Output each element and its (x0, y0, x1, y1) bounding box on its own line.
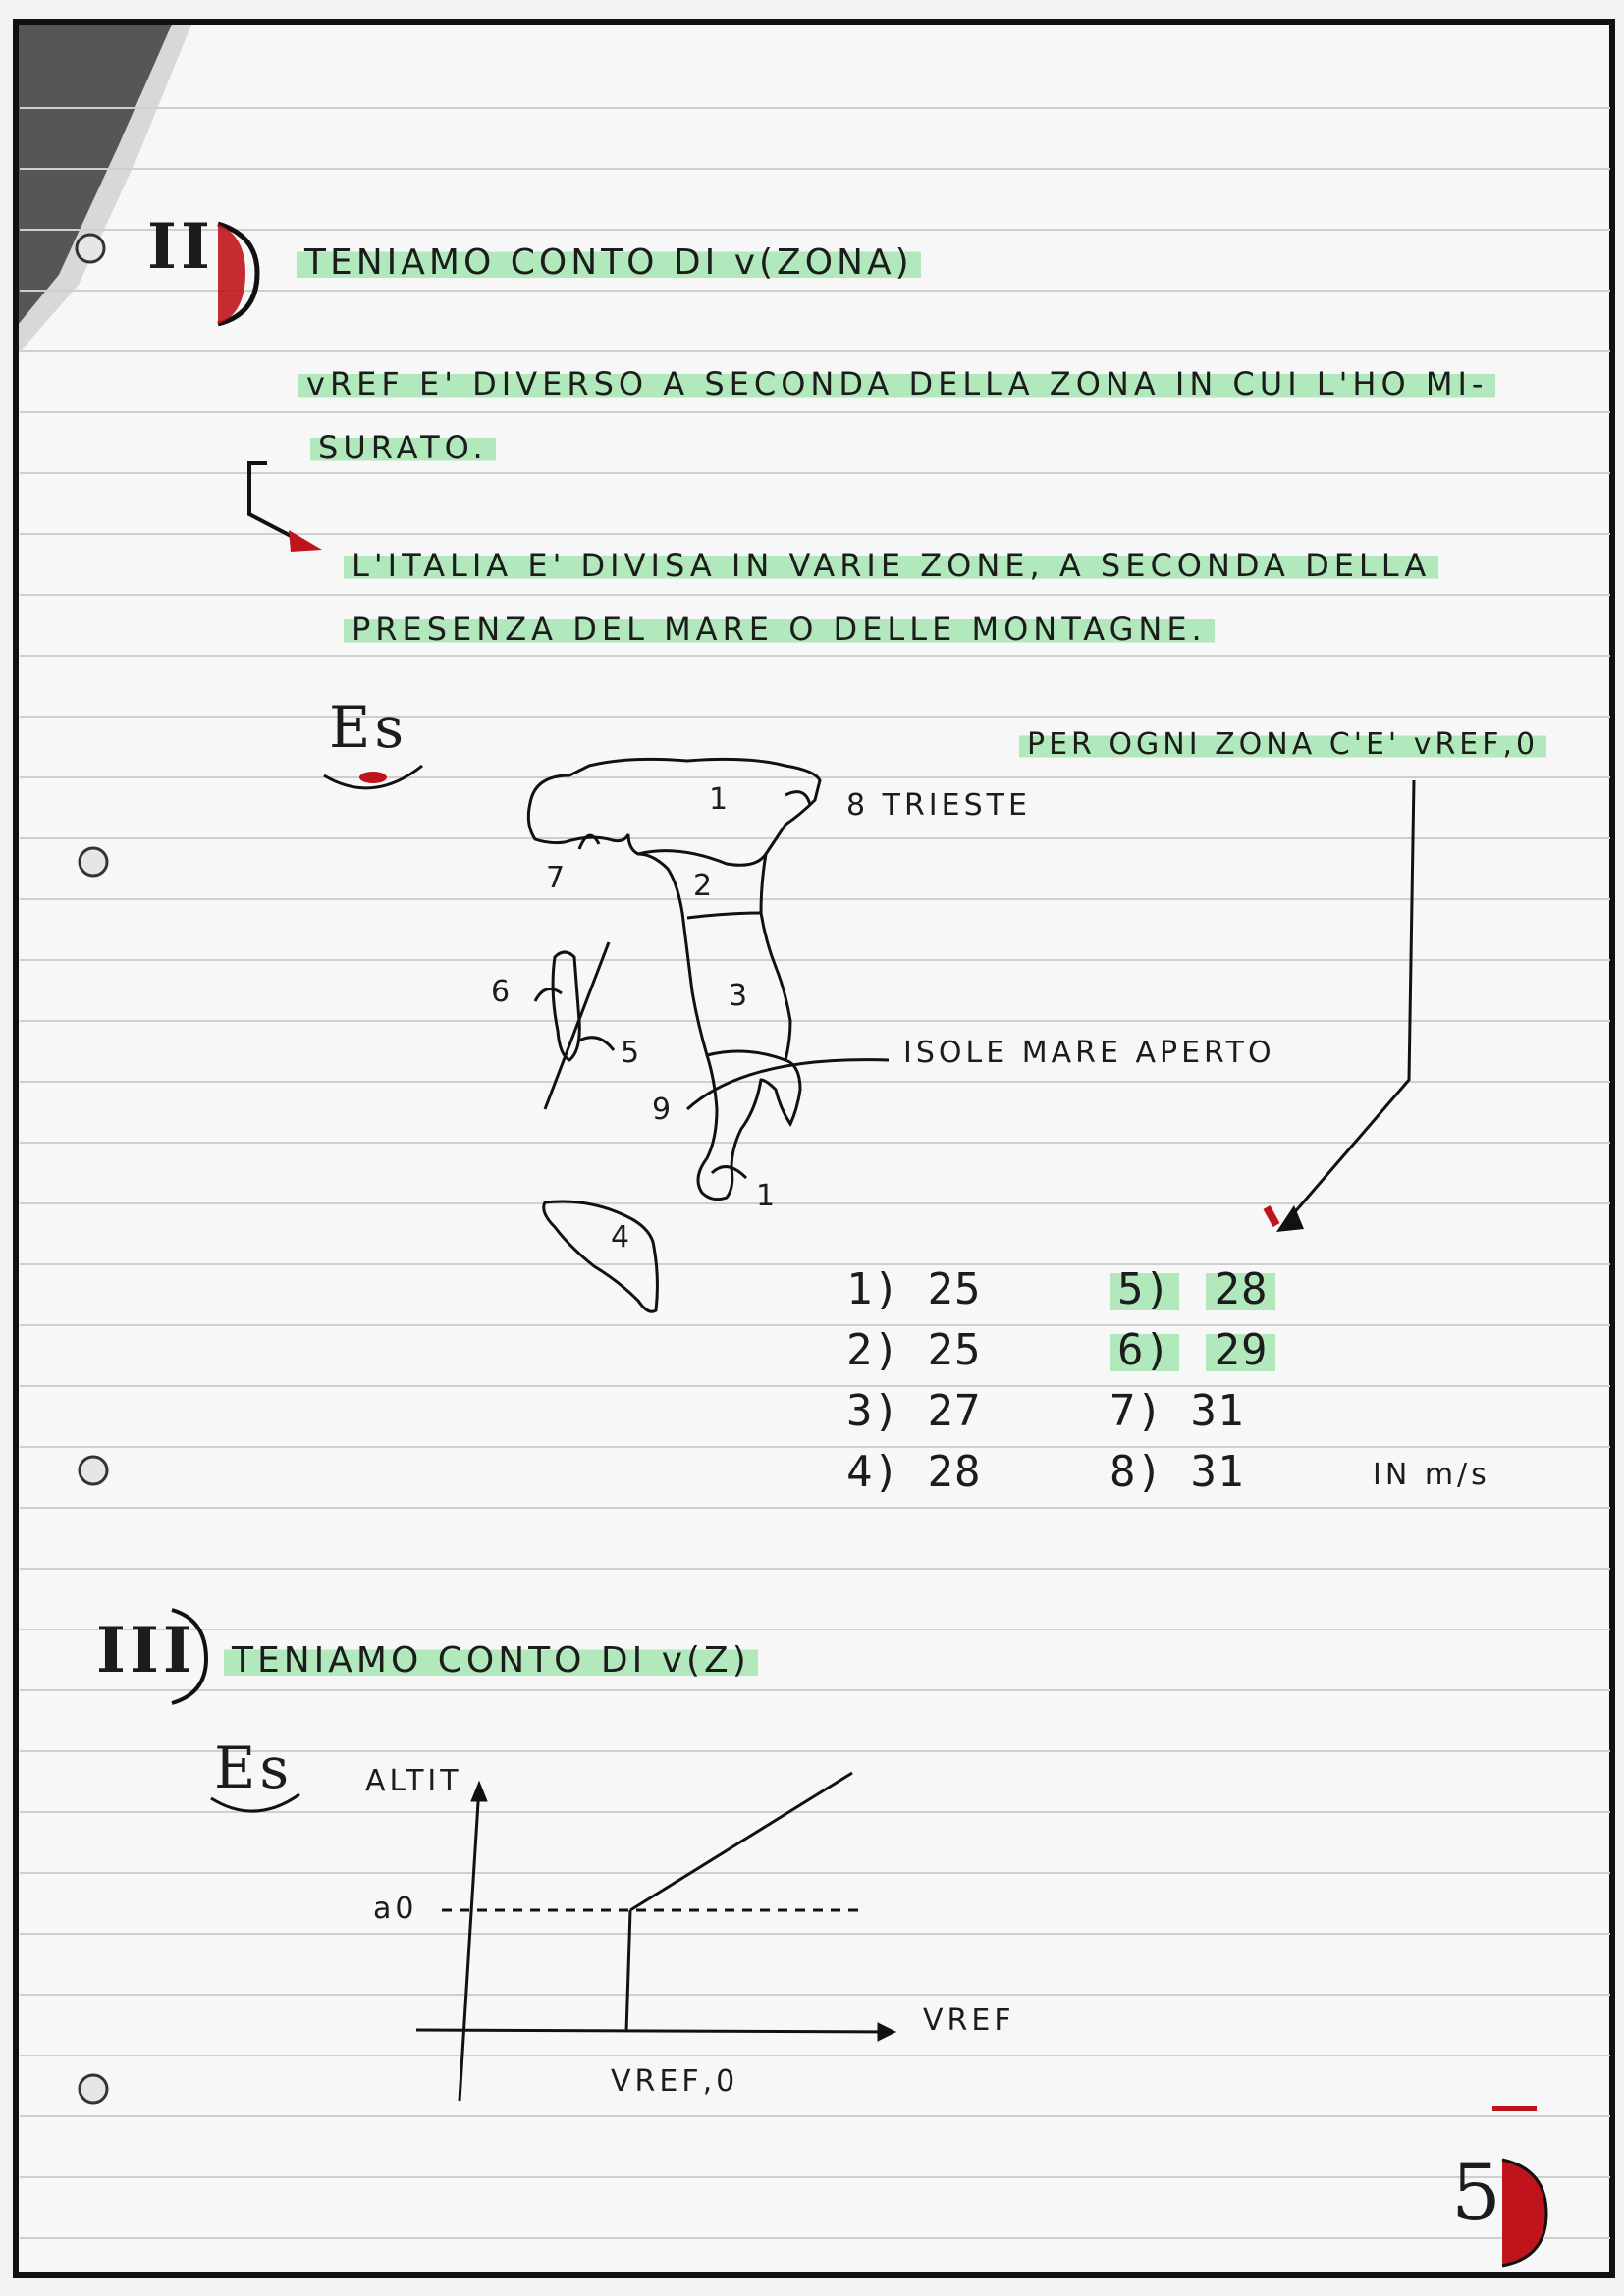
map-label-isole: ISOLE MARE APERTO (903, 1036, 1275, 1070)
graph-a0-label: a0 (373, 1892, 418, 1926)
italy-zones-line1: L'ITALIA E' DIVISA IN VARIE ZONE, A SECONDA DELLA (344, 550, 1438, 581)
graph-ylabel: ALTIT (365, 1764, 462, 1798)
map-label-zone-5: 5 (621, 1036, 644, 1070)
zone-value-row: 1) 25 (846, 1264, 982, 1314)
unit-label: IN m/s (1373, 1458, 1490, 1492)
section-III-numeral: III (96, 1614, 196, 1687)
example-label-II: Es (329, 694, 408, 761)
map-label-zone-9: 9 (652, 1093, 676, 1127)
section-II-line1: vREF E' DIVERSO A SECONDA DELLA ZONA IN CUI L'HO MI- (298, 368, 1495, 400)
map-label-zone-3: 3 (729, 979, 752, 1013)
map-label-zone-6: 6 (491, 975, 514, 1009)
zone-value-row: 3) 27 (846, 1386, 982, 1436)
map-label-zone-2: 2 (693, 869, 717, 903)
map-label-zone-8: 8 TRIESTE (846, 788, 1031, 823)
map-label-zone-4: 4 (611, 1220, 634, 1255)
italy-zones-line2: PRESENZA DEL MARE O DELLE MONTAGNE. (344, 614, 1215, 645)
section-II-line2: SURATO. (310, 432, 496, 463)
map-label-zone-1-south: 1 (756, 1179, 780, 1213)
example-label-III: Es (214, 1735, 294, 1801)
map-label-zone-1: 1 (709, 782, 732, 817)
graph-xlabel: VREF (923, 2003, 1015, 2038)
x-axis (416, 2030, 890, 2032)
zone-values-col-1 (846, 1264, 981, 1508)
zone-value-row: 4) 28 (846, 1447, 982, 1497)
zone-value-row: 2) 25 (846, 1325, 982, 1375)
zone-values-col-2 (1110, 1264, 1275, 1508)
per-ogni-zona: PER OGNI ZONA C'E' vREF,0 (1019, 730, 1546, 760)
section-II-title: TENIAMO CONTO DI v(ZONA) (297, 245, 921, 281)
page-border (16, 22, 1612, 2275)
graph-vref0-label: VREF,0 (611, 2064, 739, 2099)
zone-value-row: 6) 29 (1110, 1325, 1275, 1386)
section-II-numeral: II (147, 210, 214, 284)
zone-value-row: 8) 31 (1110, 1447, 1245, 1497)
map-label-zone-7: 7 (546, 861, 569, 895)
section-III-title: TENIAMO CONTO DI v(Z) (224, 1643, 758, 1679)
zone-value-row: 7) 31 (1110, 1386, 1245, 1436)
page-number: 5 (1451, 2147, 1505, 2238)
zone-value-row: 5) 28 (1110, 1264, 1275, 1325)
